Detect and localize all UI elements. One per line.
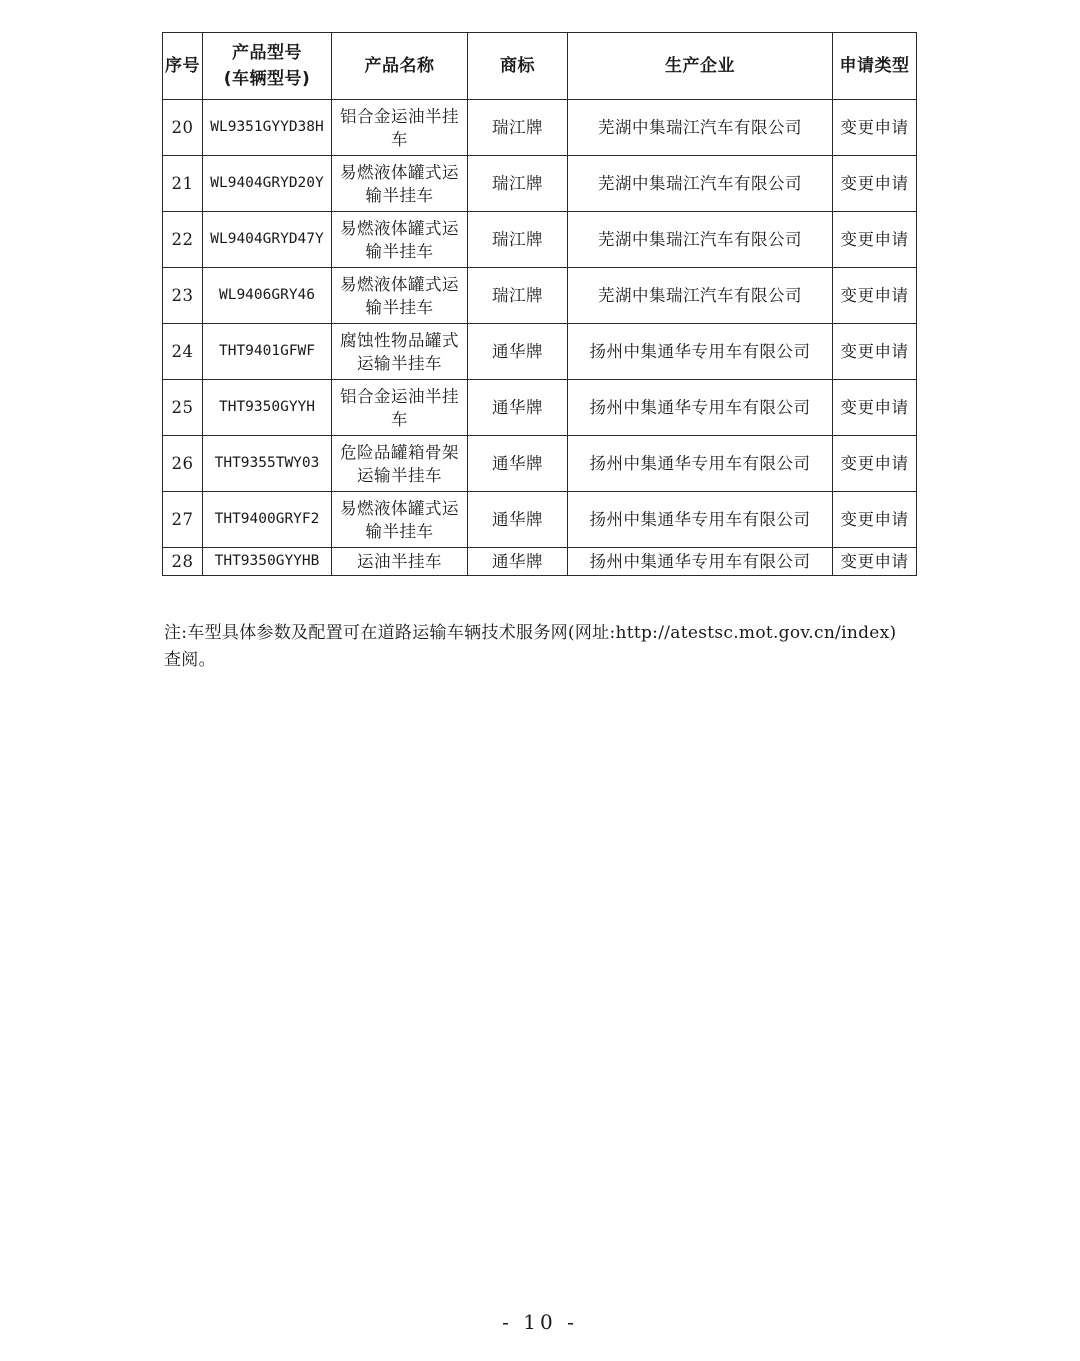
row-model: WL9406GRY46	[203, 268, 332, 324]
row-model: THT9400GRYF2	[203, 492, 332, 548]
row-brand: 通华牌	[468, 492, 568, 548]
row-brand: 瑞江牌	[468, 100, 568, 156]
header-maker: 生产企业	[568, 33, 833, 100]
product-name-line2: 车	[391, 129, 408, 149]
product-name-line1: 易燃液体罐式运	[340, 498, 459, 518]
table-row	[163, 268, 917, 324]
header-model	[203, 33, 332, 100]
row-maker: 扬州中集通华专用车有限公司	[568, 380, 833, 436]
product-name-line2: 车	[391, 409, 408, 429]
table-row	[163, 492, 917, 548]
page-number: - 10 -	[502, 1310, 578, 1334]
row-product-name	[332, 212, 468, 268]
row-brand: 瑞江牌	[468, 212, 568, 268]
row-index: 26	[163, 436, 203, 492]
row-index: 20	[163, 100, 203, 156]
row-maker: 扬州中集通华专用车有限公司	[568, 436, 833, 492]
table-row	[163, 156, 917, 212]
table-row	[163, 436, 917, 492]
header-type: 申请类型	[833, 33, 917, 100]
row-brand: 瑞江牌	[468, 268, 568, 324]
row-maker: 扬州中集通华专用车有限公司	[568, 492, 833, 548]
product-name-line1: 运油半挂车	[357, 552, 442, 571]
row-apply-type: 变更申请	[833, 100, 917, 156]
row-apply-type: 变更申请	[833, 436, 917, 492]
row-product-name	[332, 100, 468, 156]
row-maker: 芜湖中集瑞江汽车有限公司	[568, 212, 833, 268]
product-name-line1: 铝合金运油半挂	[340, 106, 459, 126]
row-model: WL9351GYYD38H	[203, 100, 332, 156]
row-apply-type: 变更申请	[833, 268, 917, 324]
row-index: 25	[163, 380, 203, 436]
row-maker: 芜湖中集瑞江汽车有限公司	[568, 100, 833, 156]
product-name-line1: 易燃液体罐式运	[340, 218, 459, 238]
row-apply-type: 变更申请	[833, 212, 917, 268]
header-model-line2: (车辆型号)	[223, 69, 311, 89]
row-index: 21	[163, 156, 203, 212]
table-row	[163, 212, 917, 268]
product-name-line2: 运输半挂车	[357, 353, 442, 373]
row-model: THT9355TWY03	[203, 436, 332, 492]
vehicle-product-table	[162, 32, 917, 576]
row-apply-type: 变更申请	[833, 156, 917, 212]
product-name-line1: 腐蚀性物品罐式	[340, 330, 459, 350]
row-product-name	[332, 156, 468, 212]
product-name-line1: 易燃液体罐式运	[340, 162, 459, 182]
row-maker: 芜湖中集瑞江汽车有限公司	[568, 268, 833, 324]
row-index: 24	[163, 324, 203, 380]
row-index: 27	[163, 492, 203, 548]
row-apply-type: 变更申请	[833, 324, 917, 380]
row-product-name	[332, 436, 468, 492]
footnote-line1: 注:车型具体参数及配置可在道路运输车辆技术服务网(网址:http://atestsc.mot.gov.cn/index)	[164, 623, 897, 643]
row-maker: 芜湖中集瑞江汽车有限公司	[568, 156, 833, 212]
row-brand: 通华牌	[468, 324, 568, 380]
row-model: WL9404GRYD20Y	[203, 156, 332, 212]
row-apply-type: 变更申请	[833, 548, 917, 576]
row-index: 28	[163, 548, 203, 576]
footnote	[164, 620, 924, 674]
row-brand: 通华牌	[468, 548, 568, 576]
row-maker: 扬州中集通华专用车有限公司	[568, 324, 833, 380]
product-name-line1: 易燃液体罐式运	[340, 274, 459, 294]
table-row	[163, 324, 917, 380]
header-index: 序号	[163, 33, 203, 100]
header-name: 产品名称	[332, 33, 468, 100]
table-header-row	[163, 33, 917, 100]
row-model: THT9350GYYH	[203, 380, 332, 436]
table-body	[163, 100, 917, 576]
row-brand: 通华牌	[468, 436, 568, 492]
row-product-name	[332, 268, 468, 324]
row-product-name	[332, 324, 468, 380]
table-row	[163, 380, 917, 436]
header-model-line1: 产品型号	[232, 43, 302, 63]
row-brand: 通华牌	[468, 380, 568, 436]
product-name-line2: 输半挂车	[365, 185, 434, 205]
product-name-line1: 危险品罐箱骨架	[340, 442, 459, 462]
product-name-line2: 运输半挂车	[357, 465, 442, 485]
product-name-line2: 输半挂车	[365, 297, 434, 317]
row-brand: 瑞江牌	[468, 156, 568, 212]
row-product-name	[332, 548, 468, 576]
product-name-line2: 输半挂车	[365, 241, 434, 261]
product-name-line1: 铝合金运油半挂	[340, 386, 459, 406]
row-maker: 扬州中集通华专用车有限公司	[568, 548, 833, 576]
product-name-line2: 输半挂车	[365, 521, 434, 541]
row-product-name	[332, 492, 468, 548]
row-model: THT9350GYYHB	[203, 548, 332, 576]
row-model: THT9401GFWF	[203, 324, 332, 380]
row-index: 22	[163, 212, 203, 268]
table-row	[163, 100, 917, 156]
row-index: 23	[163, 268, 203, 324]
header-brand: 商标	[468, 33, 568, 100]
row-apply-type: 变更申请	[833, 492, 917, 548]
footnote-line2: 查阅。	[164, 650, 216, 670]
row-apply-type: 变更申请	[833, 380, 917, 436]
table-row	[163, 548, 917, 576]
row-product-name	[332, 380, 468, 436]
row-model: WL9404GRYD47Y	[203, 212, 332, 268]
